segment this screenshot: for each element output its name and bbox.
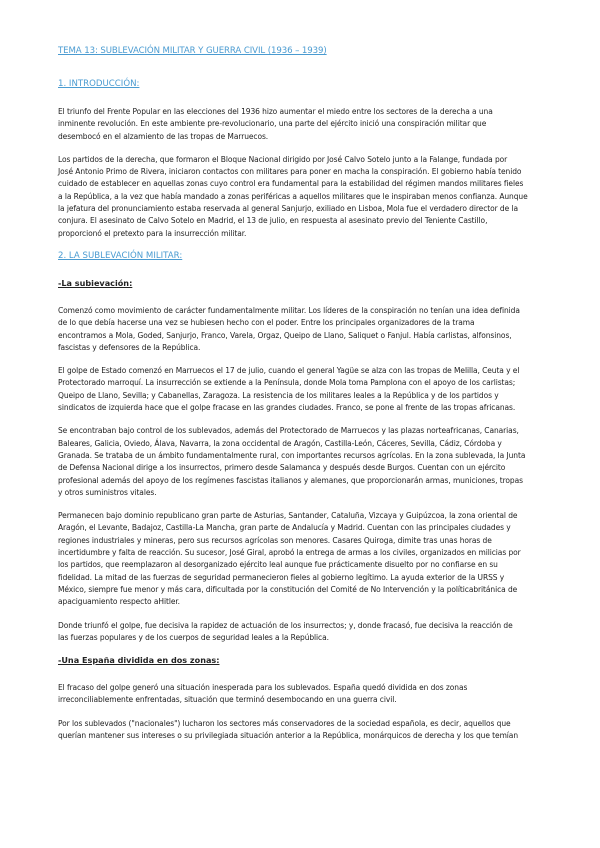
text-line: apaciguamiento respecto aHitler. [58, 597, 180, 607]
text-line: Protectorado marroquí. La insurrección se extiende a la Península, donde Mola toma Pamplona con el apoyo de los carlistas; [58, 378, 516, 388]
text-line: El golpe de Estado comenzó en Marruecos el 17 de julio, cuando el general Yagüe se alza con las tropas de Melilla, Ceuta y el [58, 366, 520, 376]
text-line: Se encontraban bajo control de los sublevados, además del Protectorado de Marruecos y las plazas norteafricanas, Canarias, [58, 426, 519, 436]
text-line: desembocó en el alzamiento de las tropas de Marruecos. [58, 131, 269, 141]
text-line: Queipo de Llano, Sevilla; y Cabanellas, Zaragoza. La resistencia de los militares leales a la República y de los partidos y [58, 390, 499, 400]
section-heading-introduccion: 1. INTRODUCCIÓN: [58, 79, 140, 89]
text-line: Permanecen bajo dominio republicano gran parte de Asturias, Santander, Cataluña, Vizcaya y Guipúzcoa, la zona oriental de [58, 511, 518, 521]
paragraph [58, 718, 542, 743]
text-line: la jefatura del pronunciamiento estaba reservada al general Sanjurjo, exiliado en Lisboa, Mola fue el verdadero director de la [58, 204, 518, 214]
text-line: encontramos a Mola, Goded, Sanjurjo, Franco, Varela, Orgaz, Queipo de Llano, Saliquet o Fanjul. Había carlistas, alfonsinos, [58, 330, 512, 340]
text-line: Comenzó como movimiento de carácter fundamentalmente militar. Los líderes de la conspiración no tenían una idea definida [58, 305, 520, 315]
text-line: Por los sublevados ("nacionales") lucharon los sectores más conservadores de la sociedad española, es decir, aquellos que [58, 718, 511, 728]
text-line: José Antonio Primo de Rivera, iniciaron contactos con militares para poner en macha la conspiración. El gobierno había tenido [58, 167, 522, 177]
subheading-espana-dividida: -Una España dividida en dos zonas: [58, 655, 220, 666]
text-line: sindicatos de izquierda hace que el golpe fracase en las grandes ciudades. Franco, se pone al frente de las tropas africanas. [58, 403, 516, 413]
text-line: Aragón, el Levante, Badajoz, Castilla-La Mancha, gran parte de Andalucía y Madrid. Cuentan con las principales ciudades y [58, 523, 511, 533]
text-line: El fracaso del golpe generó una situación inesperada para los sublevados. España quedó dividida en dos zonas [58, 683, 468, 693]
text-line: querían mantener sus intereses o su privilegiada situación anterior a la República, monárquicos de derecha y los que temían [58, 730, 518, 740]
section-heading-sublevacion: 2. LA SUBLEVACIÓN MILITAR: [58, 250, 183, 261]
subheading-sublevacion: -La subievación: [58, 277, 133, 288]
text-line: conjura. El asesinato de Calvo Sotelo en Madrid, el 13 de julio, en respuesta al asesinato previo del Teniente Castillo, [58, 216, 488, 226]
document-title: TEMA 13: SUBLEVACIÓN MILITAR Y GUERRA CIVIL (1936 – 1939) [58, 46, 327, 56]
paragraph [58, 510, 542, 608]
text-line: incertidumbre y falta de reacción. Su sucesor, José Giral, aprobó la entrega de armas a los civiles, organizados en milicias por [58, 548, 521, 558]
text-line: inminente revolución. En este ambiente pre-revolucionario, una parte del ejército inició una conspiración militar que [58, 119, 487, 129]
text-line: cuidado de establecer en aquellas zonas cuyo control era fundamental para la estabilidad del régimen mandos militares fieles [58, 179, 524, 189]
text-line: Donde triunfó el golpe, fue decisiva la rapidez de actuación de los insurrectos; y, donde fracasó, fue decisiva la reacción de [58, 620, 513, 630]
text-line: a la República, a la vez que había mandado a zonas periféricas a aquellos militares que le inspiraban menos confianza. Aunque [58, 191, 528, 201]
paragraph [58, 305, 542, 354]
text-line: fascistas y defensores de la República. [58, 342, 201, 352]
text-line: fidelidad. La mitad de las fuerzas de seguridad permanecieron fieles al gobierno legítimo. La ayuda exterior de la URSS y [58, 572, 505, 582]
paragraph [58, 620, 542, 645]
text-line: irreconciliablemente enfrentadas, situación que terminó desembocando en una guerra civil. [58, 695, 397, 705]
text-line: México, siempre fue menor y más cara, dificultada por la constitución del Comité de No Intervención y la políticabritánica de [58, 584, 518, 594]
text-line: los partidos, que reemplazaron al desorganizado ejército leal aunque fue prácticamente disuelto por no confiarse en su [58, 560, 498, 570]
text-line: de lo que debía hacerse una vez se hubiesen hecho con el poder. Entre los principales organizadores de la trama [58, 318, 475, 328]
paragraph [58, 682, 542, 707]
text-line: y otros suministros vitales. [58, 487, 157, 497]
paragraph [58, 106, 542, 143]
text-line: las fuerzas populares y de los cuerpos de seguridad leales a la República. [58, 632, 329, 642]
text-line: Granada. Se trataba de un ámbito fundamentalmente rural, con importantes recursos agrícolas. En la zona sublevada, la Junta [58, 450, 526, 460]
text-line: Los partidos de la derecha, que formaron el Bloque Nacional dirigido por José Calvo Sotelo junto a la Falange, fundada por [58, 154, 508, 164]
paragraph [58, 154, 542, 240]
text-line: Baleares, Galicia, Oviedo, Álava, Navarra, la zona occidental de Aragón, Castilla-León, Cáceres, Sevilla, Cádiz, Córdoba y [58, 438, 502, 448]
text-line: proporcionó el pretexto para la insurrección militar. [58, 228, 247, 238]
text-line: regiones industriales y mineras, pero sus recursos agrícolas son menores. Casares Quiroga, dimite tras unas horas de [58, 535, 492, 545]
text-line: El triunfo del Frente Popular en las elecciones del 1936 hizo aumentar el miedo entre los sectores de la derecha a una [58, 107, 493, 116]
text-line: profesional además del apoyo de los regímenes fascistas italianos y alemanes, que proporcionarán armas, municiones, tropas [58, 475, 523, 485]
text-line: de Defensa Nacional dirige a los insurrectos, primero desde Salamanca y después desde Burgos. Cuentan con un ejército [58, 463, 506, 473]
paragraph [58, 365, 542, 414]
paragraph [58, 425, 542, 499]
